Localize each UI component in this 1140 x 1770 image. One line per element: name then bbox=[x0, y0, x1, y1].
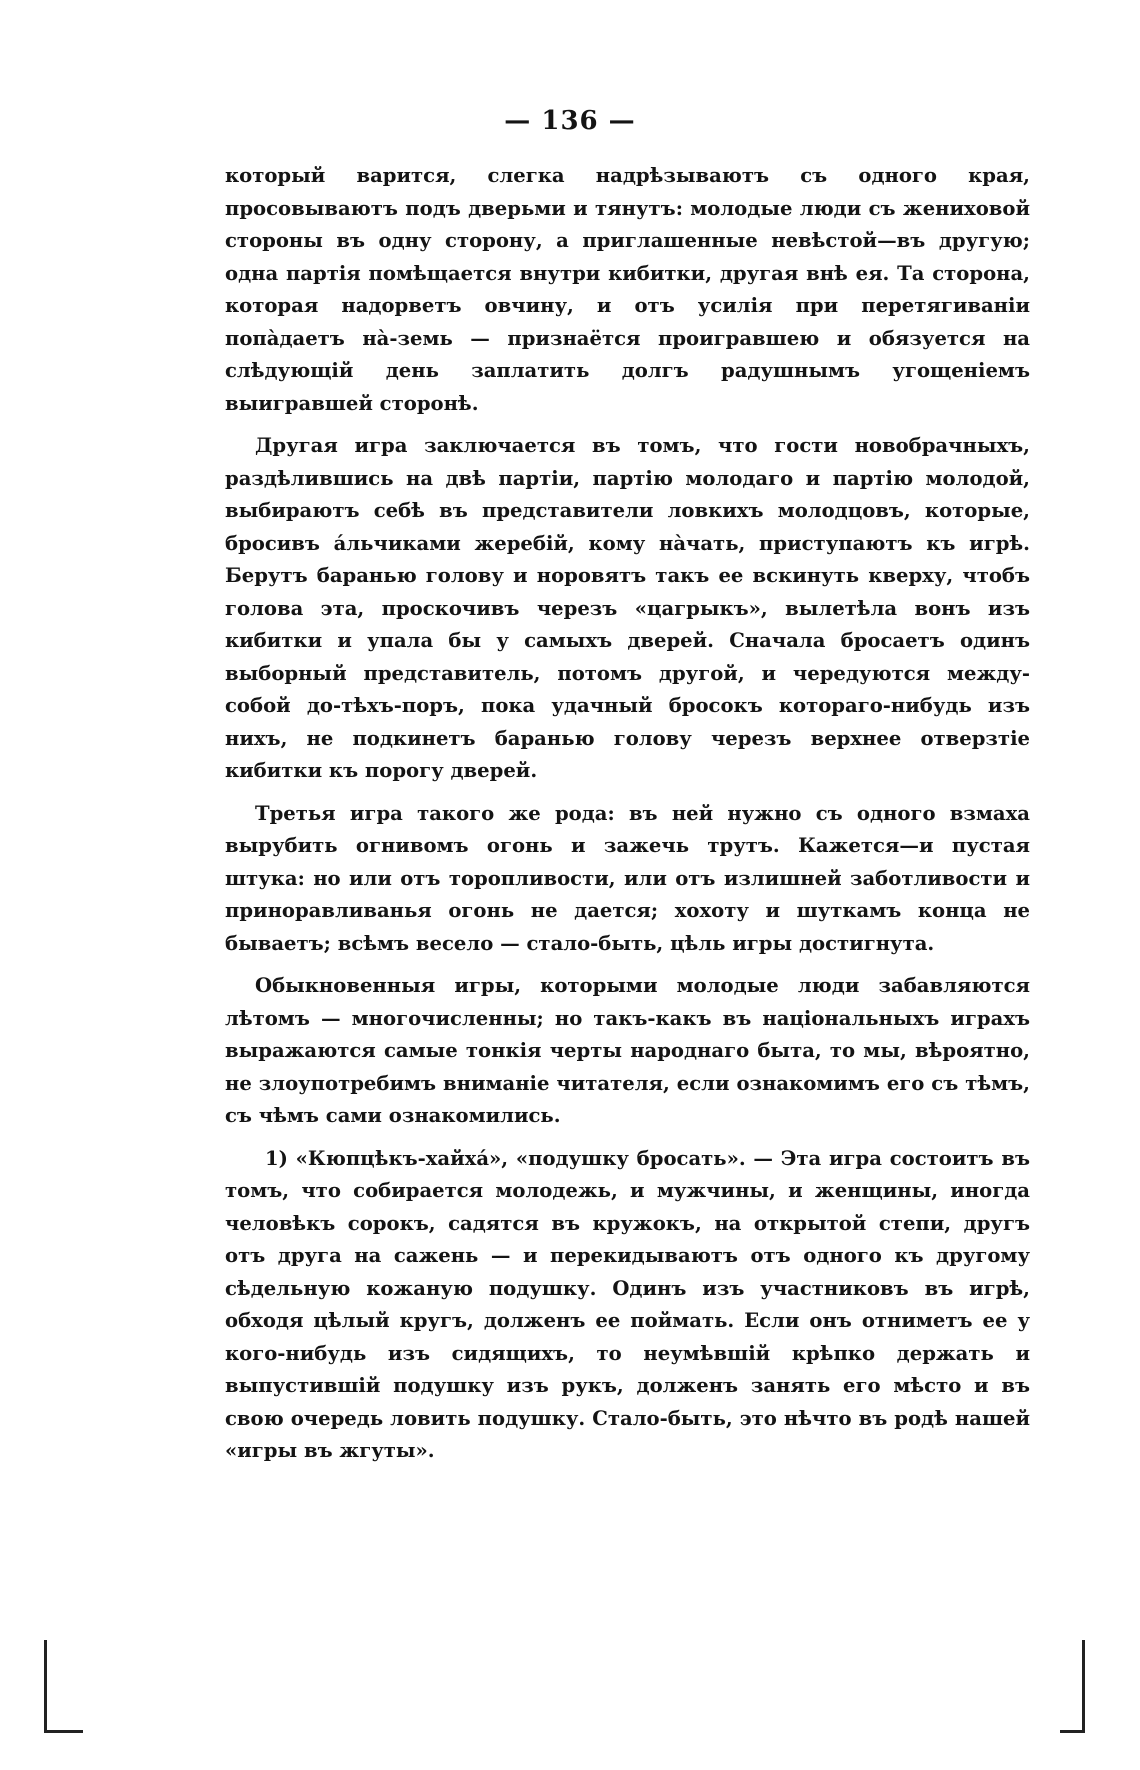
body-text bbox=[225, 160, 1030, 1478]
scan-corner-mark-left bbox=[44, 1640, 83, 1733]
paragraph-continuation: который варится, слегка надрѣзываютъ съ одного края, просовываютъ подъ дверьми и тянутъ: молодые люди съ жениховой стороны въ одну сторону, а приглашенные невѣстой—въ другую; одна партія помѣщается внутри кибитки, другая внѣ ея. Та сторона, которая надорветъ овчину, и отъ усилія при перетягиваніи попàдаетъ нà-земь — признаётся проигравшею и обязуется на слѣдующій день заплатить долгъ радушнымъ угощеніемъ выигравшей сторонѣ. bbox=[225, 164, 1030, 415]
paragraph-third-game: Третья игра такого же рода: въ ней нужно съ одного взмаха вырубить огнивомъ огонь и зажечь трутъ. Кажется—и пустая штука: но или отъ торопливости, или отъ излишней заботливости и приноравливанья огонь не дается; хохоту и шуткамъ конца не бываетъ; всѣмъ весело — стало-быть, цѣль игры достигнута. bbox=[225, 801, 1030, 955]
scan-corner-mark-right bbox=[1060, 1640, 1085, 1733]
paragraph-ordinary-games: Обыкновенныя игры, которыми молодые люди забавляются лѣтомъ — многочисленны; но такъ-какъ въ національныхъ играхъ выражаются самые тонкія черты народнаго быта, то мы, вѣроятно, не злоупотребимъ вниманіе читателя, если ознакомимъ его съ тѣмъ, съ чѣмъ сами ознакомились. bbox=[225, 974, 1030, 1127]
page-number: — 136 — bbox=[504, 106, 636, 136]
paragraph-kyuptsek-haikha: 1) «Кюпцѣкъ-хайхá», «подушку бросать». — Эта игра состоитъ въ томъ, что собирается молодежь, и мужчины, и женщины, иногда человѣкъ сорокъ, садятся въ кружокъ, на открытой степи, другъ отъ друга на сажень — и перекидываютъ отъ одного къ другому сѣдельную кожаную подушку. Одинъ изъ участниковъ въ игрѣ, обходя цѣлый кругъ, долженъ ее поймать. Если онъ отниметъ ее у кого-нибудь изъ сидящихъ, то неумѣвшій крѣпко держать и выпустившій подушку изъ рукъ, долженъ занять его мѣсто и въ свою очередь ловить подушку. Стало-быть, это нѣчто въ родѣ нашей «игры въ жгуты». bbox=[225, 1146, 1030, 1462]
paragraph-second-game: Другая игра заключается въ томъ, что гости новобрачныхъ, раздѣлившись на двѣ партіи, партію молодаго и партію молодой, выбираютъ себѣ въ представители ловкихъ молодцовъ, которые, бросивъ áльчиками жеребій, кому нàчать, приступаютъ къ игрѣ. Берутъ баранью голову и норовятъ такъ ее вскинуть кверху, чтобъ голова эта, проскочивъ черезъ «цагрыкъ», вылетѣла вонъ изъ кибитки и упала бы у самыхъ дверей. Сначала бросаетъ одинъ выборный представитель, потомъ другой, и чередуются между-собой до-тѣхъ-поръ, пока удачный бросокъ котораго-нибудь изъ нихъ, не подкинетъ баранью голову черезъ верхнее отверзтіе кибитки къ порогу дверей. bbox=[225, 434, 1030, 782]
